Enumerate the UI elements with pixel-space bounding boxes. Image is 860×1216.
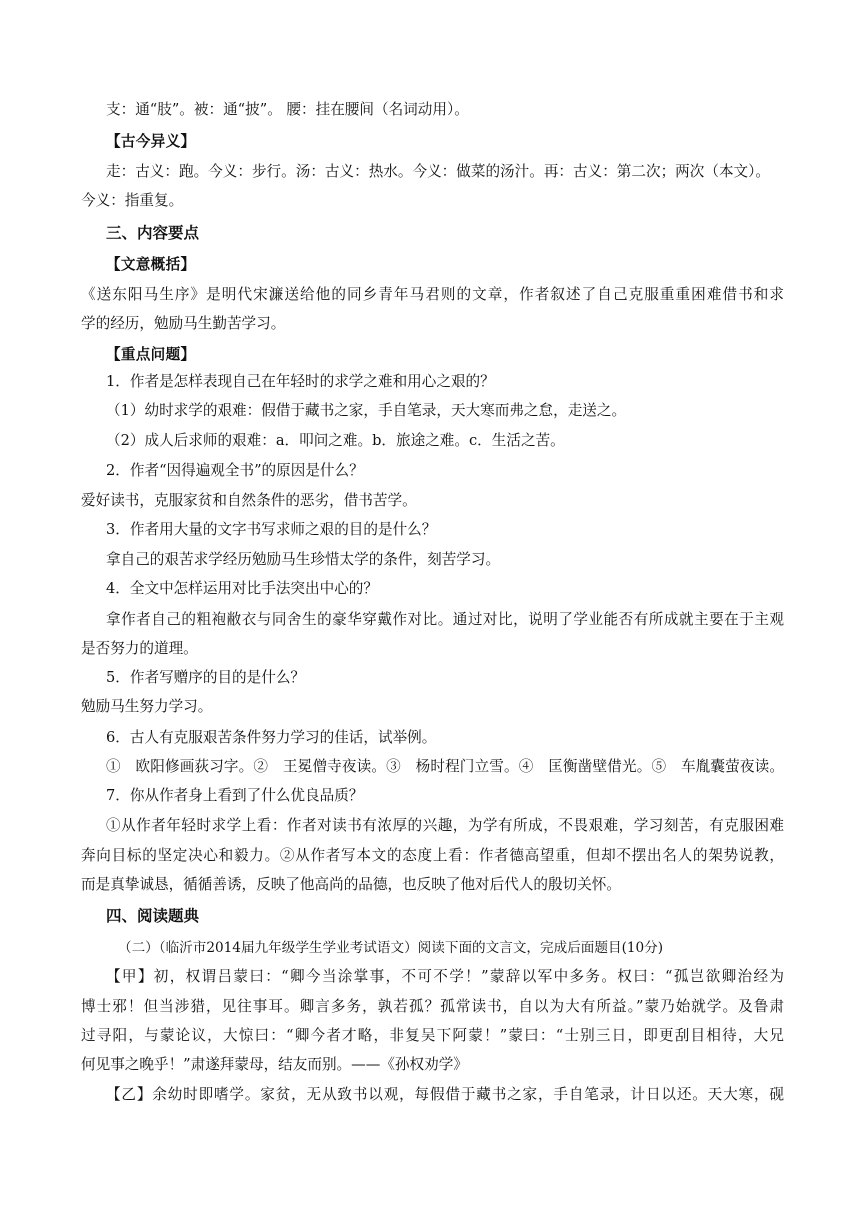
answer-line: 是否努力的道理。	[81, 640, 198, 657]
section-heading-reading: 四、阅读题典	[106, 907, 200, 925]
exercise-intro: （二）（临沂市2014届九年级学生学业考试语文）阅读下面的文言文，完成后面题目(10分)	[118, 940, 664, 956]
question-line: 5．作者写赠序的目的是什么？	[106, 669, 306, 686]
section-heading-content: 三、内容要点	[106, 224, 200, 242]
text-line: 学的经历，勉励马生勤苦学习。	[81, 315, 286, 332]
question-line: 6．古人有克服艰苦条件努力学习的佳话，试举例。	[106, 729, 437, 746]
subheading-zhongdian-wenti: 【重点问题】	[106, 346, 196, 363]
question-line: 3．作者用大量的文字书写求师之艰的目的是什么？	[106, 521, 437, 538]
question-line: 1．作者是怎样表现自己在年轻时的求学之难和用心之艰的？	[106, 373, 495, 390]
answer-line: （2）成人后求师的艰难：a．叩问之难。b．旅途之难。c．生活之苦。	[106, 432, 565, 449]
answer-line: 而是真挚诚恳，循循善诱，反映了他高尚的品德，也反映了他对后代人的殷切关怀。	[81, 876, 621, 893]
question-line: 2．作者“因得遍观全书”的原因是什么？	[106, 462, 364, 479]
text-line: 今义：指重复。	[81, 192, 184, 209]
answer-line: ①从作者年轻时求学上看：作者对读书有浓厚的兴趣，为学有所成，不畏艰难，学习刻苦，有克服困难	[106, 817, 784, 834]
answer-line: 奔向目标的坚定决心和毅力。②从作者写本文的态度上看：作者德高望重，但却不摆出名人的架势说教，	[81, 847, 784, 864]
passage-line: 【甲】初，权谓吕蒙曰：“卿今当涂掌事，不可不学！”蒙辞以军中多务。权曰：“孤岂欲卿治经为	[106, 968, 784, 985]
answer-line: （1）幼时求学的艰难：假借于藏书之家，手自笔录，天大寒而弗之怠，走送之。	[106, 402, 627, 419]
text-line: 支：通“肢”。被：通“披”。 腰：挂在腰间（名词动用）。	[106, 101, 469, 118]
answer-line: 拿自己的艰苦求学经历勉励马生珍惜太学的条件，刻苦学习。	[106, 551, 501, 568]
text-line: 走：古义：跑。今义：步行。汤：古义：热水。今义：做菜的汤汁。再：古义：第二次；两次（本文）。	[106, 163, 771, 180]
answer-line: ① 欧阳修画荻习字。② 王冕僧寺夜读。③ 杨时程门立雪。④ 匡衡凿壁借光。⑤ 车胤囊萤夜读。	[106, 758, 784, 775]
question-line: 4．全文中怎样运用对比手法突出中心的？	[106, 580, 378, 597]
passage-line: 【乙】余幼时即嗜学。家贫，无从致书以观，每假借于藏书之家，手自笔录，计日以还。天大寒，砚	[106, 1086, 784, 1103]
question-line: 7．你从作者身上看到了什么优良品质？	[106, 787, 364, 804]
passage-line: 博士邪！但当涉猎，见往事耳。卿言多务，孰若孤？孤常读书，自以为大有所益。”蒙乃始就学。及鲁肃	[81, 998, 784, 1015]
answer-line: 勉励马生努力学习。	[81, 698, 213, 715]
answer-line: 爱好读书，克服家贫和自然条件的恶劣，借书苦学。	[81, 492, 417, 509]
subheading-gujin-yiyi: 【古今异义】	[106, 133, 196, 150]
passage-line: 过寻阳，与蒙论议，大惊曰：“卿今者才略，非复吴下阿蒙！”蒙曰：“士别三日，即更刮目相待，大兄	[81, 1027, 784, 1044]
answer-line: 拿作者自己的粗袍敝衣与同舍生的豪华穿戴作对比。通过对比，说明了学业能否有所成就主要在于主观	[106, 611, 784, 628]
text-line: 《送东阳马生序》是明代宋濂送给他的同乡青年马君则的文章，作者叙述了自己克服重重困难借书和求	[81, 286, 784, 303]
passage-line: 何见事之晚乎！”肃遂拜蒙母，结友而别。——《孙权劝学》	[81, 1056, 468, 1073]
subheading-wenyi-gaikuo: 【文意概括】	[106, 256, 196, 273]
